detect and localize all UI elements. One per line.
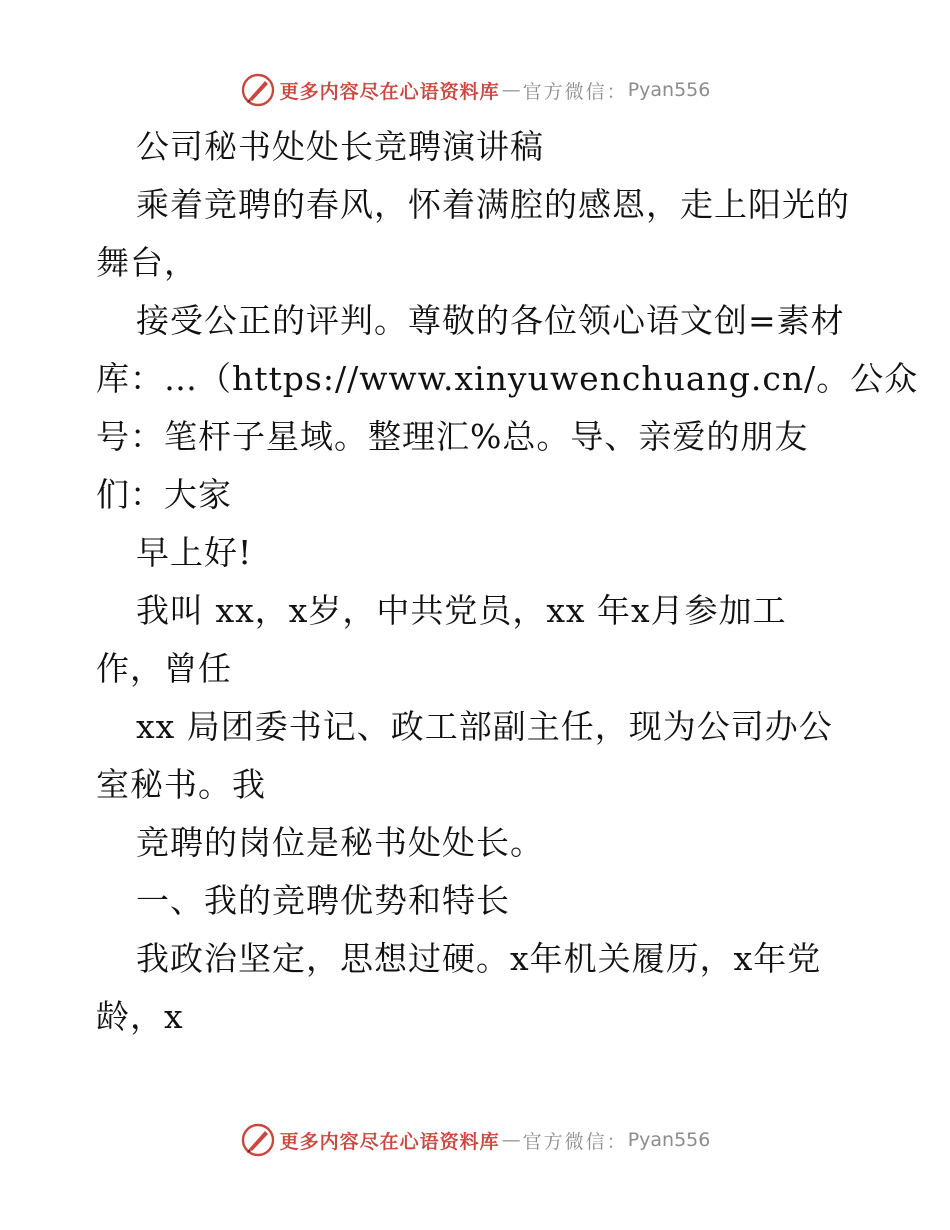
footer-watermark (0, 1120, 950, 1160)
text-line: 一、我的竞聘优势和特长 (136, 881, 510, 920)
text-line: 龄，x (96, 997, 184, 1036)
text-line: 舞台， (96, 243, 198, 282)
watermark-brand: 更多内容尽在心语资料库 (279, 80, 500, 103)
text-line: 号：笔杆子星域。整理汇%总。导、亲爱的朋友 (96, 417, 809, 456)
watermark-wechat-label: 官方微信： (522, 80, 628, 103)
text-line: 公司秘书处处长竞聘演讲稿 (136, 127, 544, 166)
text-line: 竞聘的岗位是秘书处处长。 (136, 823, 544, 862)
watermark-wechat-id: Pyan556 (627, 79, 711, 101)
watermark-separator: — (501, 1129, 521, 1151)
text-line: xx 局团委书记、政工部副主任，现为公司办公 (136, 707, 833, 746)
text-line: 我政治坚定，思想过硬。x年机关履历，x年党 (136, 939, 822, 978)
text-line: 接受公正的评判。尊敬的各位领心语文创=素材 (136, 301, 845, 340)
text-line: 库：…（https://www.xinyuwenchuang.cn/。公众 (96, 359, 919, 398)
text-line: 早上好! (136, 533, 253, 572)
quill-logo-icon (240, 1122, 276, 1158)
watermark-separator: — (501, 79, 521, 101)
text-line: 我叫 xx，x岁，中共党员，xx 年x月参加工 (136, 591, 787, 630)
text-line: 们：大家 (96, 475, 232, 514)
header-watermark (0, 70, 950, 110)
watermark-wechat-label: 官方微信： (522, 1130, 628, 1153)
text-line: 乘着竞聘的春风，怀着满腔的感恩，走上阳光的 (136, 185, 850, 224)
document-body (96, 118, 919, 1046)
text-line: 作，曾任 (96, 649, 232, 688)
watermark-brand: 更多内容尽在心语资料库 (279, 1130, 500, 1153)
text-line: 室秘书。我 (96, 765, 266, 804)
watermark-wechat-id: Pyan556 (627, 1129, 711, 1151)
quill-logo-icon (240, 72, 276, 108)
